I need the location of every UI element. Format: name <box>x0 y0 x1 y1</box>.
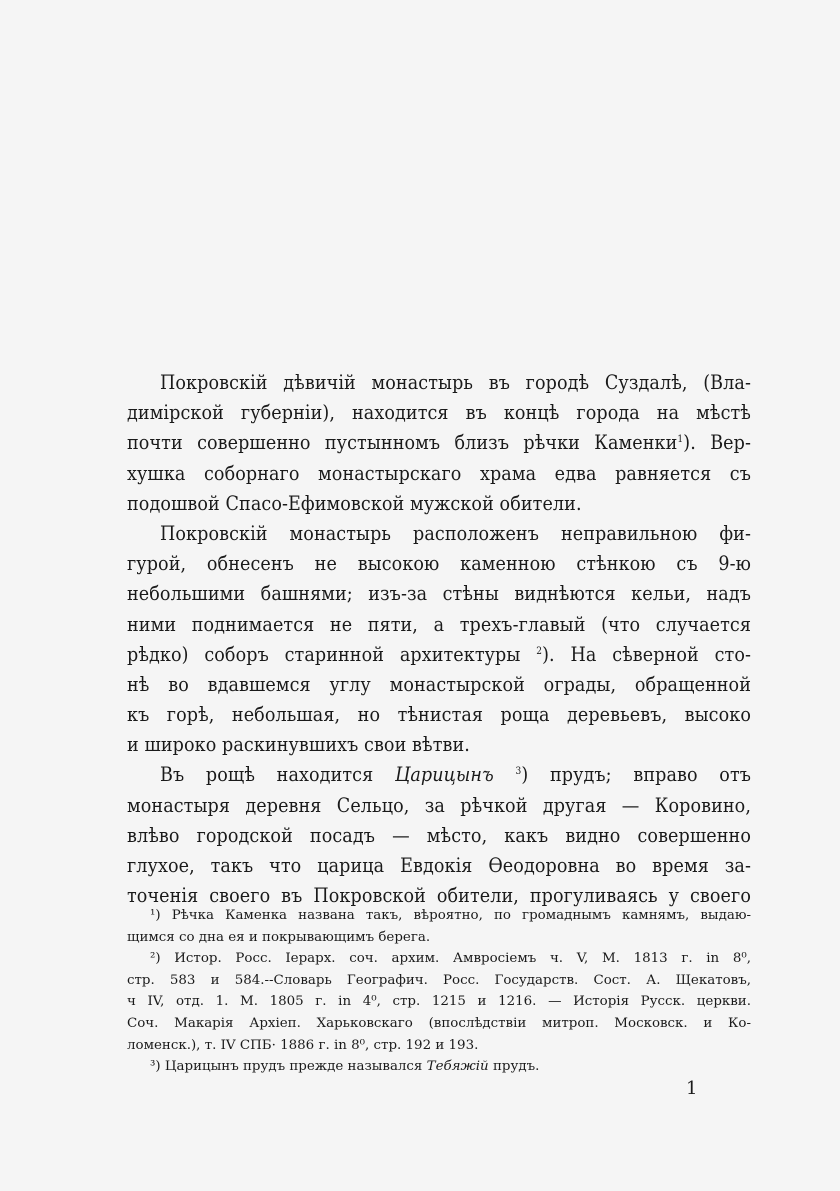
text-line: рѣдко) соборъ старинной архитектуры $^2$). На сѣверной сто- <box>127 642 752 666</box>
footnote-line: Соч. Макарія Архіеп. Харьковскаго (впослѣдствіи митроп. Московск. и Ко- <box>127 1015 751 1031</box>
text-line: Покровскій монастырь расположенъ неправильною фи- <box>160 521 751 545</box>
page-number: 1 <box>686 1078 698 1099</box>
footnote-line: ¹) Рѣчка Каменка названа такъ, вѣроятно, по громаднымъ камнямъ, выдаю- <box>150 908 751 923</box>
footnote-ref-2[interactable]: 2 <box>536 645 543 657</box>
text-line: монастыря деревня Сельцо, за рѣчкой другая — Коровино, <box>127 793 751 817</box>
text-line: хушка соборнаго монастырскаго храма едва равняется съ <box>127 461 751 485</box>
text-line: и широко раскинувшихъ свои вѣтви. <box>127 733 470 757</box>
footnote-ref-3[interactable]: 3 <box>515 766 522 778</box>
text-line: Въ рощѣ находится Царицынъ $^3$) прудъ; вправо отъ <box>160 763 752 787</box>
footnote-line: ³) Царицынъ прудъ прежде назывался Тебяжій прудъ. <box>150 1059 540 1075</box>
text-line: гурой, обнесенъ не высокою каменною стѣнкою съ 9-ю <box>127 552 751 576</box>
footnote-line: ²) Истор. Росс. Іерарх. соч. архим. Амвросіемъ ч. V, М. 1813 г. in 8⁰, <box>150 951 751 967</box>
text-line: точенія своего въ Покровской обители, прогуливаясь у своего <box>127 884 751 908</box>
text-line: нѣ во вдавшемся углу монастырской ограды, обращенной <box>127 672 751 696</box>
text-line: къ горѣ, небольшая, но тѣнистая роща деревьевъ, высоко <box>127 703 751 727</box>
text-line: ними поднимается не пяти, а трехъ-главый (что случается <box>127 612 751 636</box>
footnote-line: щимся со дна ея и покрывающимъ берега. <box>127 929 431 945</box>
footnote-line: стр. 583 и 584.--Словарь Географич. Росс. Государств. Сост. А. Щекатовъ, <box>127 972 751 988</box>
italic-term: Тебяжій <box>426 1059 489 1075</box>
text-line: Покровскій дѣвичій монастырь въ городѣ Суздалѣ, (Вла- <box>160 371 751 394</box>
footnotes <box>127 905 751 1078</box>
text-line: димірской губерніи), находится въ концѣ города на мѣстѣ <box>127 401 751 425</box>
text-line: небольшими башнями; изъ-за стѣны виднѣются кельи, надъ <box>127 582 751 606</box>
text-line: подошвой Спасо-Ефимовской мужской обители. <box>127 491 582 515</box>
footnote-line: ломенск.), т. IV СПБ· 1886 г. in 8⁰, стр. 192 и 193. <box>127 1037 479 1053</box>
footnote-ref-1[interactable]: 1 <box>677 434 684 446</box>
text-line: почти совершенно пустынномъ близъ рѣчки Каменки$^1$). Вер- <box>127 431 752 455</box>
main-text <box>127 368 751 911</box>
text-line: глухое, такъ что царица Евдокія Өеодоровна во время за- <box>127 854 751 877</box>
text-line: влѣво городской посадъ — мѣсто, какъ видно совершенно <box>127 823 751 847</box>
italic-term: Царицынъ <box>394 763 494 787</box>
footnote-line: ч IV, отд. 1. М. 1805 г. in 4⁰, стр. 1215 и 1216. — Исторія Русск. церкви. <box>127 994 751 1010</box>
